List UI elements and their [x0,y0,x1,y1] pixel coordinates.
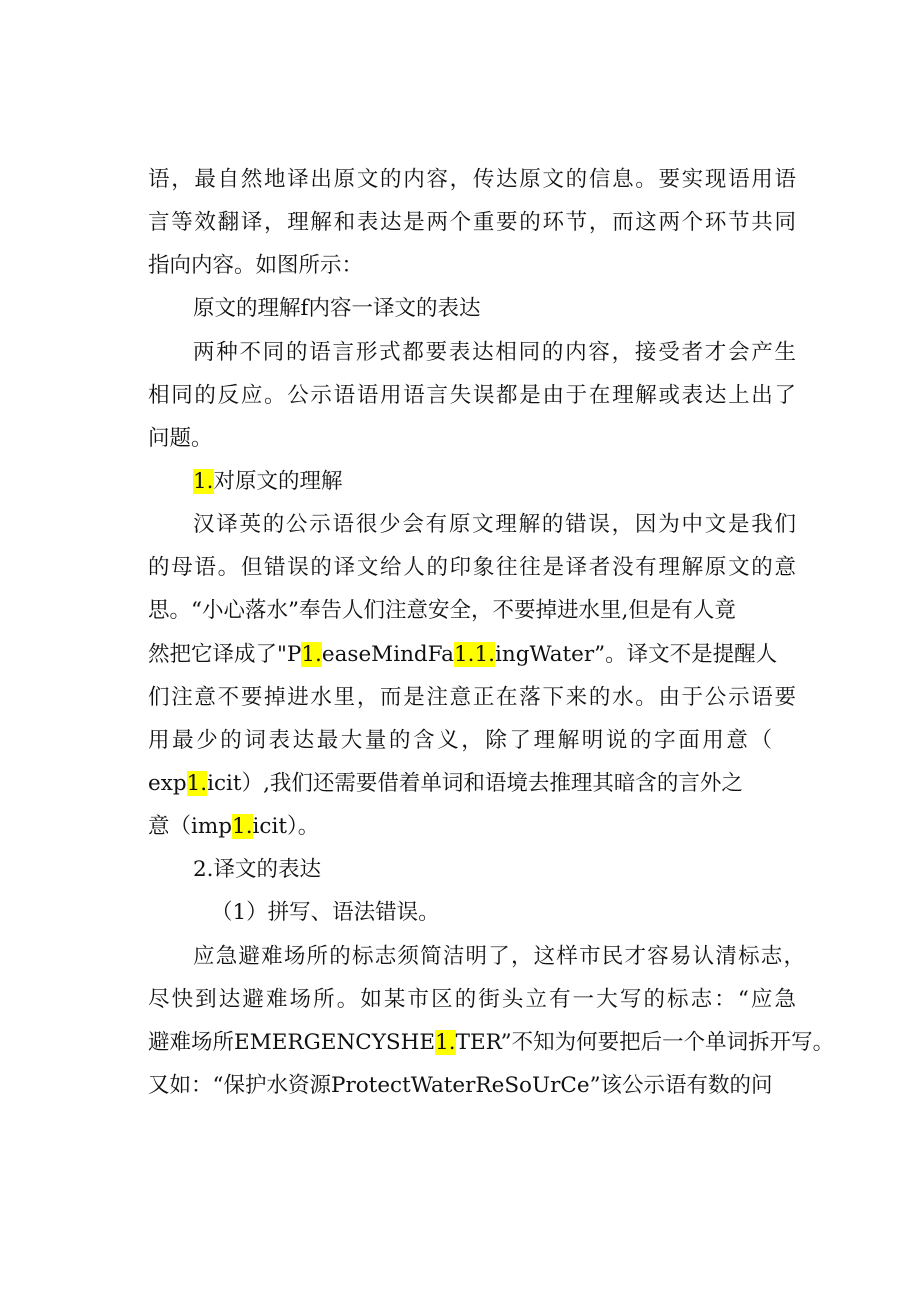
text-line [148,809,319,845]
text-segment: icit）,我们还需要借着单词和语境去推理其暗含的言外之 [207,771,743,796]
text-segment: 的母语。但错误的译文给人的印象往往是译者没有理解原文的意 [148,555,796,580]
text-segment: easeMindFa [321,642,454,667]
text-segment: 问题。 [148,426,213,451]
text-line [148,982,796,1018]
text-segment: 思。“小心落水”奉告人们注意安全，不要掉进水里,但是有人竟 [148,598,736,623]
text-segment: 们注意不要掉进水里，而是注意正在落下来的水。由于公示语要 [148,685,796,710]
text-segment: ingWater”。译文不是提醒人 [494,642,778,667]
text-segment: 对原文的理解 [213,469,343,494]
text-line [148,248,363,284]
text-segment: 又如：“保护水资源ProtectWaterReSoUrCe”该公示语有数的问 [148,1073,773,1098]
text-segment: 意（imp [148,814,233,839]
text-segment: 避难场所EMERGENCYSHE [148,1030,436,1055]
text-segment: TER”不知为何要把后一个单词拆开写。 [455,1030,835,1055]
text-line [148,162,796,198]
text-line [193,507,796,543]
text-segment: 言等效翻译，理解和表达是两个重要的环节，而这两个环节共同 [148,210,796,235]
text-line [193,335,796,371]
text-segment: 两种不同的语言形式都要表达相同的内容，接受者才会产生 [193,340,796,365]
text-segment: 尽快到达避难场所。如某市区的街头立有一大写的标志：“应急 [148,987,796,1012]
text-line [148,550,796,586]
highlighted-text: 1. [193,469,214,494]
text-line [148,680,796,716]
text-segment: 应急避难场所的标志须简洁明了，这样市民才容易认清标志， [193,944,805,969]
subsection-heading [211,895,440,931]
text-segment: 语，最自然地译出原文的内容，传达原文的信息。要实现语用语 [148,167,796,192]
text-segment: exp [148,771,187,796]
text-line [193,939,805,975]
highlighted-text: 1. [453,642,475,667]
text-line [148,637,777,673]
diagram-line [193,291,480,327]
highlighted-text: 1. [232,814,253,839]
section-heading [193,464,343,500]
text-segment: 2.译文的表达 [193,857,322,882]
text-line [148,421,213,457]
highlighted-text: 1. [186,771,208,796]
text-segment: 然把它译成了"P [148,642,302,667]
highlighted-text: 1. [301,642,322,667]
highlighted-text: 1. [435,1030,456,1055]
text-segment: 相同的反应。公示语语用语言失误都是由于在理解或表达上出了 [148,383,796,408]
text-segment: 原文的理解f内容一译文的表达 [193,296,481,321]
text-segment: 汉译英的公示语很少会有原文理解的错误，因为中文是我们 [193,512,796,537]
text-line [148,766,743,802]
text-line [148,1025,834,1061]
text-line [148,1068,773,1104]
text-segment: 用最少的词表达最大量的含义，除了理解明说的字面用意（ [148,728,772,753]
text-line [148,205,796,241]
text-segment: （1）拼写、语法错误。 [211,900,440,925]
text-segment: 指向内容。如图所示： [148,253,364,278]
text-line [148,593,736,629]
text-line [148,378,796,414]
text-segment: icit）。 [252,814,320,839]
highlighted-text: 1. [474,642,495,667]
section-heading [193,852,321,888]
text-line [148,723,772,759]
